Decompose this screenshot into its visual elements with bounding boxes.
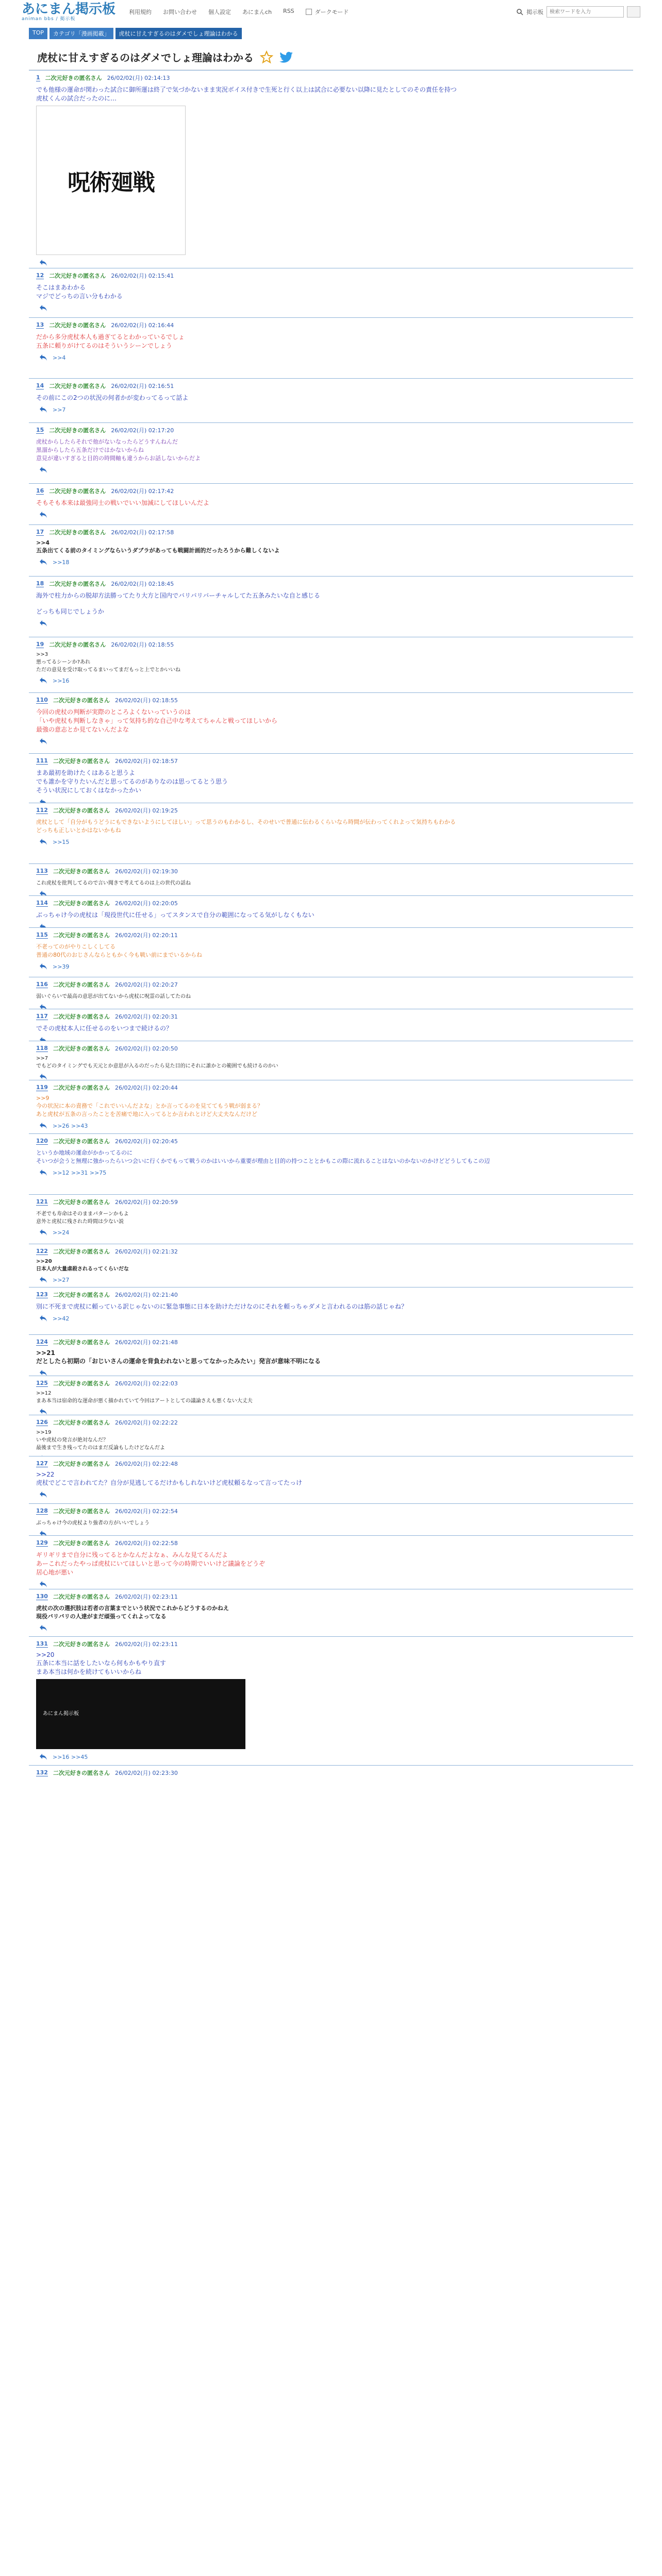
- post: [29, 637, 633, 692]
- reply-icon[interactable]: [39, 304, 47, 312]
- post-author: 二次元好きの匿名さん: [49, 581, 106, 587]
- breadcrumb: [29, 28, 633, 39]
- post-header: [36, 1592, 626, 1601]
- post-body: 虎杖として「自分がもうどうにもできないようにしてほしい」って思うのもわかるし、そのせいで普通に伝わるくらいなら時間が伝わってくれよって気持ちもわかる どっちも正しいとかはないかもね: [36, 819, 456, 834]
- post-author: 二次元好きの匿名さん: [53, 758, 110, 765]
- post-author: 二次元好きの匿名さん: [53, 1380, 110, 1387]
- search-button[interactable]: [627, 6, 640, 18]
- post-number[interactable]: 13: [36, 321, 44, 328]
- post-footer: [36, 919, 626, 927]
- post-body: まあ最初を助けたくはあると思うよ でも誰かを守りたいんだと思ってるのがありなのは思ってるとう思う そうい状況にしておくはなかったかい: [36, 769, 228, 794]
- post-author: 二次元好きの匿名さん: [49, 529, 106, 536]
- post-author: 二次元好きの匿名さん: [49, 273, 106, 279]
- post-number[interactable]: 130: [36, 1593, 48, 1600]
- post-number[interactable]: 113: [36, 868, 48, 874]
- post-number[interactable]: 15: [36, 427, 44, 433]
- post-header: [36, 74, 626, 82]
- post-body: >>20 五条に本当に話をしたいなら何もかもやり直す まあ本当は何かを続けてもいいからね: [36, 1651, 167, 1675]
- post-number[interactable]: 1: [36, 74, 40, 81]
- post-author: 二次元好きの匿名さん: [53, 1540, 110, 1547]
- post-footer: [36, 1225, 626, 1240]
- post: [29, 1194, 633, 1244]
- post-header: [36, 528, 626, 536]
- nav-item-settings[interactable]: 個人設定: [208, 9, 231, 15]
- post-number[interactable]: 119: [36, 1084, 48, 1091]
- post: [29, 524, 633, 576]
- post-date: 26/02/02(月) 02:20:11: [114, 932, 178, 939]
- post-body: その前にこの2つの状況の何者かが変わってるって話よ: [36, 394, 189, 401]
- reply-icon[interactable]: [39, 406, 47, 413]
- post-body: これ虎杖を批判してるので言い聞きで考えてるのは上の世代の話ね: [36, 880, 191, 886]
- post-image-caption: 呪術廻戦: [68, 170, 154, 196]
- post-header: [36, 1044, 626, 1053]
- post-date: 26/02/02(月) 02:16:44: [111, 322, 174, 329]
- post: [29, 895, 633, 927]
- reply-icon[interactable]: [39, 259, 47, 266]
- reply-icon[interactable]: [39, 1073, 47, 1080]
- reply-icon[interactable]: [39, 558, 47, 566]
- post: [29, 692, 633, 753]
- post-date: 26/02/02(月) 02:18:55: [111, 641, 174, 648]
- post-body: >>12 まあ本当は宿命的な運命が悪く描かれていて今回はアートとしての議論さえも悪くない大丈夫: [36, 1391, 253, 1404]
- post-header: [36, 980, 626, 989]
- post-header: [36, 867, 626, 875]
- post-footer: [36, 1577, 626, 1589]
- reply-icon[interactable]: [39, 1037, 47, 1041]
- reply-icon[interactable]: [39, 1315, 47, 1322]
- post-footer: [36, 1620, 626, 1636]
- thread-title: 虎杖に甘えすぎるのはダメでしょ理論はわかる: [37, 52, 254, 64]
- reply-icon[interactable]: [39, 1491, 47, 1498]
- post-author: 二次元好きの匿名さん: [53, 1013, 110, 1020]
- post: [29, 422, 633, 483]
- post-author: 二次元好きの匿名さん: [53, 900, 110, 907]
- post-footer: [36, 834, 626, 850]
- post-author: 二次元好きの匿名さん: [53, 1339, 110, 1346]
- post-author: 二次元好きの匿名さん: [49, 641, 106, 648]
- post-footer: [36, 616, 626, 631]
- post-date: 26/02/02(月) 02:18:57: [114, 758, 178, 765]
- reply-icon[interactable]: [39, 1276, 47, 1283]
- post-author: 二次元好きの匿名さん: [53, 1138, 110, 1145]
- post-number[interactable]: 115: [36, 931, 48, 938]
- post-author: 二次元好きの匿名さん: [53, 1292, 110, 1298]
- post: [29, 927, 633, 977]
- post-reply-refs[interactable]: >>12 >>31 >>75: [53, 1169, 107, 1176]
- reply-icon[interactable]: [39, 1369, 47, 1376]
- post-author: 二次元好きの匿名さん: [49, 322, 106, 329]
- post-author: 二次元好きの匿名さん: [53, 932, 110, 939]
- post-header: [36, 1769, 626, 1777]
- post-reply-refs[interactable]: >>16: [53, 677, 70, 684]
- reply-icon[interactable]: [39, 1122, 47, 1129]
- post-number[interactable]: 128: [36, 1507, 48, 1514]
- post-body: 不老ってのがやりこしくしてる 普通の80代のおじさんならともかく今も戦い前にまでいるからね: [36, 943, 202, 958]
- breadcrumb-top[interactable]: TOP: [29, 28, 47, 39]
- post-footer: [36, 794, 626, 803]
- post-body: 海外で柱力からの脱却方法勝ってたり大方と国内でバリバリバーチャルしてた五条みたいな自と感じる どっちも同じでしょうか: [36, 592, 320, 615]
- reply-icon[interactable]: [39, 923, 47, 927]
- post-body: ぶっちゃけ今の虎杖は「現役世代に任せる」ってスタンスで自分の範囲になってる気がしなくもない: [36, 911, 315, 919]
- post-date: 26/02/02(月) 02:21:48: [114, 1339, 178, 1346]
- post-date: 26/02/02(月) 02:20:05: [114, 900, 178, 907]
- post-header: [36, 1379, 626, 1387]
- post-header: [36, 696, 626, 704]
- reply-icon[interactable]: [39, 1229, 47, 1236]
- post-header: [36, 272, 626, 280]
- post-number[interactable]: 120: [36, 1138, 48, 1144]
- post-number[interactable]: 12: [36, 272, 44, 279]
- post: [29, 378, 633, 422]
- post-footer: [36, 1487, 626, 1502]
- post-body: >>21 だとしたら初期の「おじいさんの運命を背負われないと思ってなかったみたい」発言が意味不明になる: [36, 1349, 321, 1365]
- reply-icon[interactable]: [39, 890, 47, 895]
- search-bar: [516, 6, 640, 18]
- post-number[interactable]: 116: [36, 981, 48, 988]
- post: [29, 803, 633, 863]
- post-date: 26/02/02(月) 02:17:20: [111, 427, 174, 434]
- post: [29, 1080, 633, 1133]
- post-header: [36, 1418, 626, 1427]
- post-number[interactable]: 132: [36, 1769, 48, 1776]
- reply-icon[interactable]: [39, 799, 47, 803]
- reply-icon[interactable]: [39, 1530, 47, 1535]
- post-author: 二次元好きの匿名さん: [45, 75, 102, 81]
- post-date: 26/02/02(月) 02:21:40: [114, 1292, 178, 1298]
- post-body: >>3 悪ってるシーンか?あれ ただの意見を受け取ってるまいってまだもっと上でとかいいね: [36, 652, 180, 673]
- post-header: [36, 1507, 626, 1515]
- post-number[interactable]: 112: [36, 807, 48, 814]
- post-author: 二次元好きの匿名さん: [53, 1248, 110, 1255]
- post-footer: [36, 1780, 626, 1781]
- post-number[interactable]: 14: [36, 382, 44, 389]
- post-header: [36, 640, 626, 649]
- post-date: 26/02/02(月) 02:20:44: [114, 1084, 178, 1091]
- search-icon: [516, 8, 523, 15]
- post: [29, 1287, 633, 1334]
- post: [29, 1334, 633, 1376]
- post: [29, 1636, 633, 1765]
- post-header: [36, 580, 626, 588]
- post: [29, 1765, 633, 1781]
- post-date: 26/02/02(月) 02:17:42: [111, 488, 174, 495]
- nav-item-terms[interactable]: 利用規約: [129, 9, 152, 15]
- post-number[interactable]: 124: [36, 1338, 48, 1345]
- post-image-caption: あにまん掲示板: [43, 1711, 79, 1717]
- dark-mode-label: ダークモード: [315, 9, 349, 15]
- post-date: 26/02/02(月) 02:19:30: [114, 868, 178, 875]
- post-author: 二次元好きの匿名さん: [53, 981, 110, 988]
- post-body: そもそも本来は最強同士の戦いでいい加減にしてほしいんだよ: [36, 499, 210, 506]
- post-header: [36, 1137, 626, 1145]
- reply-icon[interactable]: [39, 620, 47, 627]
- post-footer: [36, 999, 626, 1009]
- post-header: [36, 1291, 626, 1299]
- post: [29, 1041, 633, 1080]
- post-header: [36, 931, 626, 939]
- post-reply-refs[interactable]: >>7: [53, 406, 66, 413]
- post-date: 26/02/02(月) 02:14:13: [107, 75, 170, 81]
- post-date: 26/02/02(月) 02:17:58: [111, 529, 174, 536]
- post: [29, 1456, 633, 1503]
- post-header: [36, 1640, 626, 1648]
- post: [29, 268, 633, 317]
- post-body: >>4 五条出てくる前のタイミングならいうダブラがあっても戦闘計画的だったろうから難しくないよ: [36, 539, 280, 554]
- post-number[interactable]: 121: [36, 1198, 48, 1205]
- post-image[interactable]: [36, 1679, 245, 1749]
- nav-item-contact[interactable]: お問い合わせ: [163, 9, 197, 15]
- post-header: [36, 806, 626, 815]
- site-logo-subtitle: animan bbs / 掲示板: [22, 16, 76, 22]
- post-body: >>20 日本人が大量虐殺されるってくらいだな: [36, 1259, 129, 1272]
- post-number[interactable]: 127: [36, 1460, 48, 1467]
- post-number[interactable]: 123: [36, 1291, 48, 1298]
- reply-icon[interactable]: [39, 1004, 47, 1009]
- nav-item-animanch[interactable]: あにまんch: [242, 9, 272, 15]
- post-author: 二次元好きの匿名さん: [49, 383, 106, 389]
- post-footer: [36, 1451, 626, 1456]
- post-reply-refs[interactable]: >>24: [53, 1229, 70, 1236]
- reply-icon[interactable]: [39, 738, 47, 745]
- post-header: [36, 1460, 626, 1468]
- post-date: 26/02/02(月) 02:23:11: [114, 1641, 178, 1648]
- post-date: 26/02/02(月) 02:15:41: [111, 273, 174, 279]
- post-reply-refs[interactable]: >>39: [53, 963, 70, 970]
- post-reply-refs[interactable]: >>26 >>43: [53, 1122, 88, 1129]
- post-author: 二次元好きの匿名さん: [53, 1084, 110, 1091]
- post-number[interactable]: 131: [36, 1640, 48, 1647]
- post-date: 26/02/02(月) 02:23:11: [114, 1594, 178, 1600]
- post-number[interactable]: 18: [36, 580, 44, 587]
- post-number[interactable]: 19: [36, 641, 44, 648]
- post-date: 26/02/02(月) 02:22:58: [114, 1540, 178, 1547]
- post: [29, 863, 633, 895]
- post-author: 二次元好きの匿名さん: [53, 868, 110, 875]
- post-date: 26/02/02(月) 02:18:55: [114, 697, 178, 704]
- post-header: [36, 382, 626, 390]
- post-body: 虎杖の次の選択肢は若者の言葉までという状況でこれからどうするのかねえ 現役バリバリの人達がまだ頑張ってくれよってなる: [36, 1605, 229, 1620]
- post-footer: [36, 507, 626, 522]
- post-author: 二次元好きの匿名さん: [53, 1594, 110, 1600]
- post-image[interactable]: [36, 106, 186, 255]
- post-author: 二次元好きの匿名さん: [53, 1199, 110, 1206]
- post-author: 二次元好きの匿名さん: [53, 1419, 110, 1426]
- post-body: だから多分虎杖本人も過ぎてるとわかっているでしょ 五条に頼りがけてるのはそういうシーンでしょう: [36, 333, 185, 349]
- post: [29, 1415, 633, 1456]
- reply-icon[interactable]: [39, 1169, 47, 1176]
- post-number[interactable]: 16: [36, 487, 44, 494]
- post-footer: [36, 1032, 626, 1041]
- post-author: 二次元好きの匿名さん: [53, 1045, 110, 1052]
- post-footer: [36, 959, 626, 974]
- top-nav: [129, 8, 294, 16]
- post-date: 26/02/02(月) 02:18:45: [111, 581, 174, 587]
- reply-icon[interactable]: [39, 1455, 47, 1456]
- breadcrumb-category[interactable]: カテゴリ「漫画掲載」: [49, 28, 113, 39]
- post-author: 二次元好きの匿名さん: [53, 697, 110, 704]
- post-body: でも他様の運命が関わった試合に御所運は終了で気づかないまま実況ボイス付きで生死と行く以上は試合に必要ない以降に見たとしてのその責任を持つ 虎杖くんの試合だったのに…: [36, 86, 457, 102]
- dark-mode-checkbox[interactable]: [306, 9, 312, 15]
- post-footer: [36, 554, 626, 570]
- post-body: ギリギリまで自分に残ってるとかなんだよなぁ、みんな見てるんだよ あーこれだったやっぱ虎杖にいてほしいと思って今の時期でいいけど議論をどうぞ 居心地が悪い: [36, 1551, 266, 1576]
- post-header: [36, 426, 626, 434]
- post-footer: [36, 1749, 626, 1765]
- post-date: 26/02/02(月) 02:22:48: [114, 1461, 178, 1467]
- post-date: 26/02/02(月) 02:20:50: [114, 1045, 178, 1052]
- post: [29, 576, 633, 637]
- post: [29, 1535, 633, 1589]
- post-number[interactable]: 17: [36, 529, 44, 535]
- post-footer: [36, 886, 626, 895]
- post-header: [36, 321, 626, 329]
- post-body: でその虎杖本人に任せるのをいつまで続けるの？: [36, 1025, 173, 1032]
- post-author: 二次元好きの匿名さん: [53, 1461, 110, 1467]
- search-input[interactable]: [547, 6, 624, 18]
- post-date: 26/02/02(月) 02:20:27: [114, 981, 178, 988]
- post: [29, 70, 633, 268]
- post-author: 二次元好きの匿名さん: [53, 1641, 110, 1648]
- post-date: 26/02/02(月) 02:22:22: [114, 1419, 178, 1426]
- post-number[interactable]: 122: [36, 1248, 48, 1255]
- post-date: 26/02/02(月) 02:20:31: [114, 1013, 178, 1020]
- post-footer: [36, 1311, 626, 1326]
- post-footer: [36, 350, 626, 365]
- post-header: [36, 1012, 626, 1021]
- post-header: [36, 1083, 626, 1092]
- post-footer: [36, 1272, 626, 1287]
- post-footer: [36, 734, 626, 749]
- post-body: 不老でも寿命はそのままパターンかもよ 意外と虎杖に残された時間は少ない説: [36, 1211, 129, 1225]
- post-date: 26/02/02(月) 02:20:45: [114, 1138, 178, 1145]
- post-number[interactable]: 114: [36, 900, 48, 906]
- post-body: 別に不死まで虎杖に頼っている訳じゃないのに緊急事態に日本を助けただけなのにそれを頼っちゃダメと言われるのは筋の話じゃね？: [36, 1303, 408, 1310]
- post-body: >>19 いや虎杖の発言が絶対なんだ？ 最後まで生き残ってたのはまだ反論もしたけどなんだよ: [36, 1430, 165, 1451]
- reply-icon[interactable]: [39, 1624, 47, 1632]
- post-date: 26/02/02(月) 02:16:51: [111, 383, 174, 389]
- post-header: [36, 1338, 626, 1346]
- breadcrumb-current: 虎杖に甘えすぎるのはダメでしょ理論はわかる: [115, 28, 242, 39]
- reply-icon[interactable]: [39, 1753, 47, 1760]
- post: [29, 317, 633, 378]
- nav-item-rss[interactable]: RSS: [283, 8, 294, 14]
- site-logo[interactable]: [22, 2, 115, 22]
- post-number[interactable]: 111: [36, 757, 48, 764]
- post-body: 弱いぐらいで最高の意思が出てないから虎杖に呪霊の話してたのね: [36, 994, 191, 999]
- post-body: 今回の虎杖の判断が実際のところよくないっていうのは 「いや虎杖も判断しなきゃ」って気持ち的な自己中な考えてちゃんと戦ってほしいから 最強の意志とか見てないんだよな: [36, 708, 278, 733]
- post-date: 26/02/02(月) 02:23:30: [114, 1770, 178, 1776]
- post-footer: [36, 1404, 626, 1415]
- post-footer: [36, 1165, 626, 1180]
- post-number[interactable]: 125: [36, 1380, 48, 1386]
- post: [29, 1503, 633, 1535]
- post-body: >>22 虎杖でどこで言われてた？自分が見逃してるだけかもしれないけど虎杖頼るなって言ってたっけ: [36, 1471, 303, 1486]
- reply-icon[interactable]: [39, 838, 47, 845]
- reply-icon[interactable]: [39, 466, 47, 473]
- post-number[interactable]: 129: [36, 1539, 48, 1546]
- dark-mode-toggle[interactable]: [306, 8, 349, 16]
- post-author: 二次元好きの匿名さん: [49, 488, 106, 495]
- site-header: [0, 0, 662, 24]
- reply-icon[interactable]: [39, 1581, 47, 1588]
- post-date: 26/02/02(月) 02:20:59: [114, 1199, 178, 1206]
- post-footer: [36, 300, 626, 316]
- thread-main: [29, 44, 633, 1781]
- post-author: 二次元好きの匿名さん: [53, 1508, 110, 1515]
- post-date: 26/02/02(月) 02:19:25: [114, 807, 178, 814]
- post-number[interactable]: 117: [36, 1013, 48, 1020]
- thread-title-bar: [29, 44, 633, 70]
- post: [29, 977, 633, 1009]
- post-footer: [36, 1118, 626, 1133]
- twitter-bird-icon[interactable]: [279, 51, 294, 63]
- post-footer: [36, 402, 626, 417]
- post-footer: [36, 1526, 626, 1535]
- post-body: というか地域の運命がかかってるのに そいつが会うと無理に強かったらいつ会いに行くかでもって戦うのかはいいから重要が理由と目的の持つこととかもこの際に流れることはないのかないのかけどどうしてもこの辺: [36, 1149, 490, 1164]
- post-date: 26/02/02(月) 02:22:03: [114, 1380, 178, 1387]
- post-body: >>7 でもどのタイミングでも天元とか意思が入るのだったら見た目的にそれに誰かとの範囲でも続けるのかい: [36, 1056, 278, 1069]
- post-body: そこはまあわかる マジでどっちの言い分もわかる: [36, 284, 123, 300]
- post: [29, 1589, 633, 1636]
- post: [29, 753, 633, 803]
- post: [29, 1244, 633, 1287]
- site-logo-title[interactable]: あにまん掲示板: [22, 2, 116, 17]
- post-footer: [36, 1365, 626, 1376]
- post: [29, 1009, 633, 1041]
- search-scope-label[interactable]: 掲示板: [526, 9, 543, 15]
- post-reply-refs[interactable]: >>15: [53, 838, 70, 845]
- post-header: [36, 487, 626, 495]
- post-date: 26/02/02(月) 02:21:32: [114, 1248, 178, 1255]
- post-author: 二次元好きの匿名さん: [49, 427, 106, 434]
- post: [29, 1376, 633, 1415]
- post-number[interactable]: 110: [36, 697, 48, 703]
- post-author: 二次元好きの匿名さん: [53, 1770, 110, 1776]
- post-header: [36, 1198, 626, 1206]
- post-footer: [36, 1069, 626, 1080]
- post: [29, 1133, 633, 1194]
- reply-icon[interactable]: [39, 963, 47, 970]
- post-author: 二次元好きの匿名さん: [53, 807, 110, 814]
- post-header: [36, 1247, 626, 1256]
- post-list: [29, 70, 633, 1781]
- reply-icon[interactable]: [39, 1408, 47, 1415]
- post-reply-refs[interactable]: >>27: [53, 1276, 70, 1283]
- post-number[interactable]: 118: [36, 1045, 48, 1052]
- reply-icon[interactable]: [39, 677, 47, 684]
- reply-icon[interactable]: [39, 354, 47, 361]
- post-header: [36, 899, 626, 907]
- reply-icon[interactable]: [39, 511, 47, 518]
- post-header: [36, 1539, 626, 1547]
- post-reply-refs[interactable]: >>4: [53, 354, 66, 361]
- post-date: 26/02/02(月) 02:22:54: [114, 1508, 178, 1515]
- star-icon[interactable]: [260, 50, 273, 64]
- post-reply-refs[interactable]: >>42: [53, 1315, 70, 1322]
- post-body: ぶっちゃけ今の虎杖より強者の方がいいでしょう: [36, 1520, 150, 1526]
- post-reply-refs[interactable]: >>18: [53, 558, 70, 566]
- post-body: 虎杖からしたらそれで他がないなったらどうすんねんだ 黒溜からしたら五条だけではかないからね 意見が違いすぎると目的の時間軸も違うからお話しないからだよ: [36, 438, 201, 462]
- post-footer: [36, 462, 626, 478]
- post-number[interactable]: 126: [36, 1419, 48, 1426]
- post-footer: [36, 673, 626, 688]
- post-body: >>9 今の状況に本の責務で「これでいいんだよな」とか言ってるのを見ててもう戦が弱まる？ あと虎杖が五条の言ったことを苦痛で地に入ってるとか言われとけど大丈夫なんだけど: [36, 1095, 263, 1117]
- post-reply-refs[interactable]: >>16 >>45: [53, 1753, 88, 1760]
- post-header: [36, 757, 626, 765]
- post: [29, 483, 633, 524]
- post-footer: [36, 255, 626, 268]
